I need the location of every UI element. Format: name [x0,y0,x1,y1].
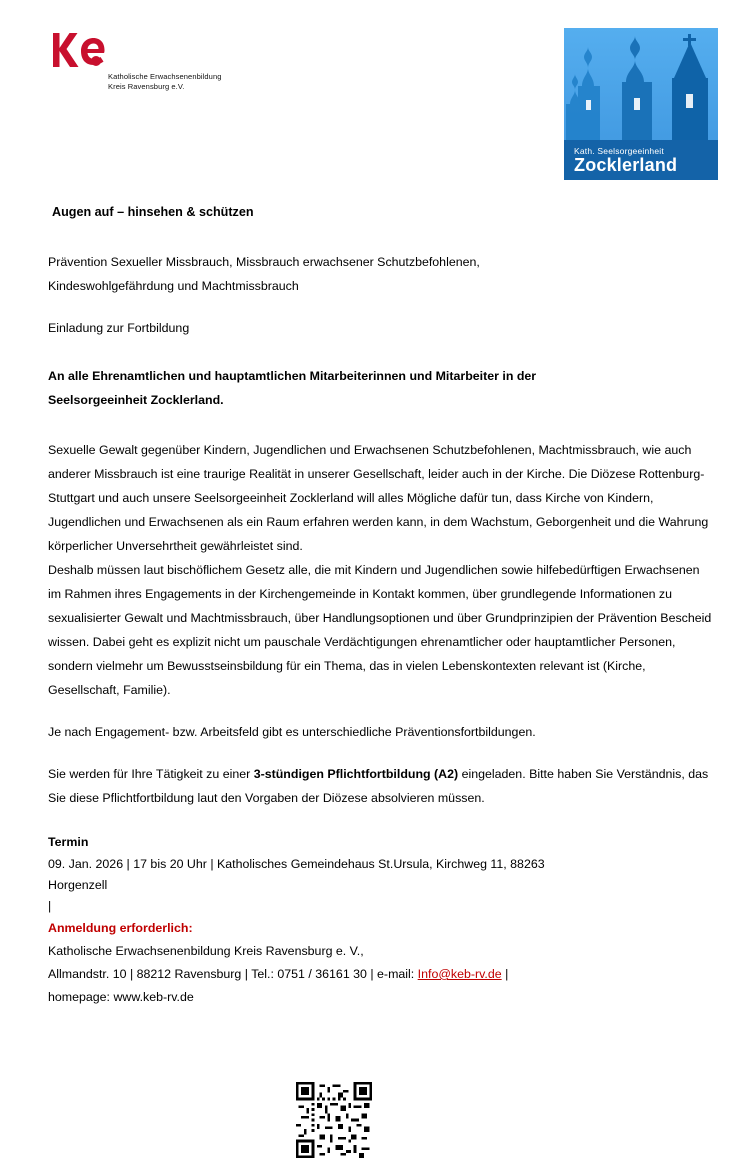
anmeldung-heading: Anmeldung erforderlich: [48,921,193,935]
termin-line-1: 09. Jan. 2026 | 17 bis 20 Uhr | Katholisches Gemeindehaus St.Ursula, Kirchweg 11, 88263 [48,857,545,871]
paragraph-4-part-2: eingeladen. Bitte haben Sie Verständnis, das Sie diese Pflichtfortbildung laut den Vorgaben der Diözese absolvieren müssen. [48,767,709,805]
anmeldung-line-2 [48,963,716,986]
anmeldung-section [48,917,716,1009]
paragraph-1: Sexuelle Gewalt gegenüber Kindern, Jugendlichen und Erwachsenen Schutzbefohlenen, Machtmissbrauch, wie auch anderer Missbrauch ist eine traurige Realität in unserer Gesellschaft, leider auch in der Kirche. Die Diözese Rottenburg-Stuttgart und auch unsere Seelsorgeeinheit Zocklerland will alles Mögliche dafür tun, dass Kirche von Kindern, Jugendlichen und Erwachsenen als ein Raum erfahren werden kann, in dem Wachstum, Geborgenheit und die Wahrung körperlicher Unversehrtheit gewährleistet sind. [48,443,709,553]
paragraph-4-bold: 3-stündigen Pflichtfortbildung (A2) [253,767,459,781]
keb-org-name [108,72,222,92]
keb-org-line-2: Kreis Ravensburg e.V. [108,82,185,91]
text-cursor: | [48,899,52,913]
email-link[interactable]: Info@keb-rv.de [417,967,502,981]
document-subtitle-line-2: Kindeswohlgefährdung und Machtmissbrauch [48,279,299,293]
badge-label-big: Zocklerland [574,155,678,175]
anmeldung-line-2-prefix: Allmandstr. 10 | 88212 Ravensburg | Tel.: 0751 / 36161 30 | e-mail: [48,967,418,981]
termin-heading: Termin [48,835,89,849]
paragraph-3: Je nach Engagement- bzw. Arbeitsfeld gibt es unterschiedliche Präventionsfortbildungen. [48,725,536,739]
church-skyline-icon [564,34,718,144]
badge-label-small: Kath. Seelsorgeeinheit [574,146,664,156]
anmeldung-line-2-suffix: | [501,967,509,981]
document-subtitle [48,250,716,298]
qr-code [296,1082,372,1158]
invitation-line: Einladung zur Fortbildung [48,321,190,335]
keb-logo-mark [50,30,106,70]
termin-section [48,830,716,917]
addressee [48,364,716,412]
keb-org-line-1: Katholische Erwachsenenbildung [108,72,222,81]
paragraph-2: Deshalb müssen laut bischöflichem Gesetz alle, die mit Kindern und Jugendlichen sowie hilfebedürftigen Erwachsenen im Rahmen ihres Engagements in der Kirchengemeinde in Kontakt kommen, über grundlegende Informationen zu sexualisierter Gewalt und Machtmissbrauch, über Handlungsoptionen und über Grundprinzipien der Prävention Bescheid wissen. Dabei geht es explizit nicht um pauschale Verdächtigungen ehrenamtlicher oder hauptamtlicher Personen, sondern vielmehr um Bewusstseinsbildung für ein Thema, das in vielen Lebenskontexten relevant ist (Kirche, Gesellschaft, Familie). [48,563,712,697]
anmeldung-line-1: Katholische Erwachsenenbildung Kreis Ravensburg e. V., [48,944,364,958]
paragraph-4 [48,762,716,810]
document-header [0,22,746,182]
termin-line-2: Horgenzell [48,878,108,892]
document-subtitle-line-1: Prävention Sexueller Missbrauch, Missbrauch erwachsener Schutzbefohlenen, [48,255,480,269]
keb-logo [50,30,250,106]
document-body [48,200,716,1009]
document-title: Augen auf – hinsehen & schützen [52,205,254,219]
anmeldung-line-3: homepage: www.keb-rv.de [48,990,194,1004]
seelsorgeeinheit-badge [564,28,718,180]
addressee-line-2: Seelsorgeeinheit Zocklerland. [48,393,224,407]
paragraph-4-part-1: Sie werden für Ihre Tätigkeit zu einer [48,767,254,781]
addressee-line-1: An alle Ehrenamtlichen und hauptamtlichen Mitarbeiterinnen und Mitarbeiter in der [48,369,537,383]
